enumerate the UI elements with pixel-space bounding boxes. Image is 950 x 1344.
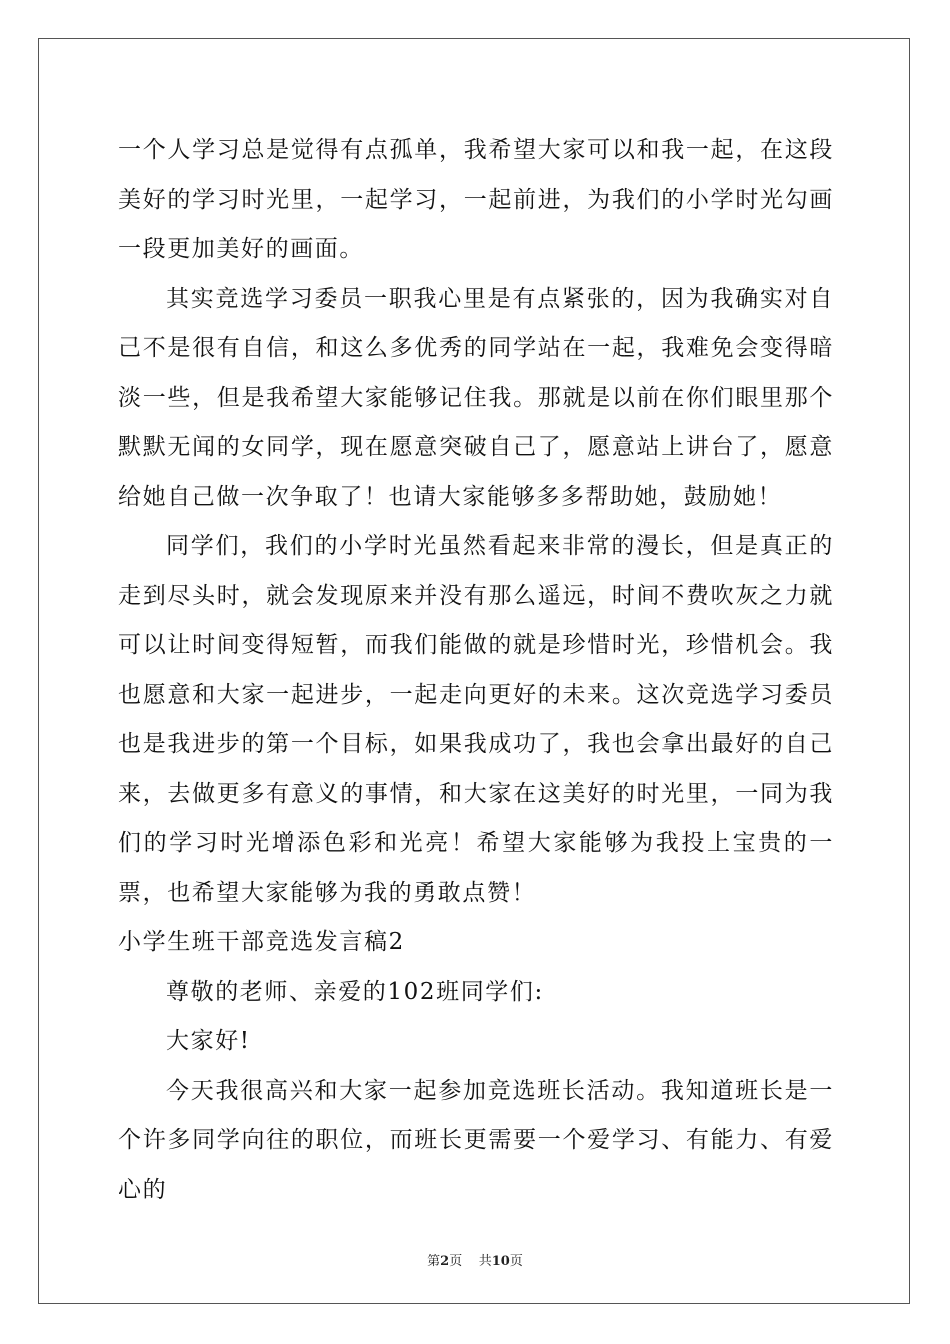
page-footer (0, 1250, 950, 1269)
paragraph-2: 其实竞选学习委员一职我心里是有点紧张的，因为我确实对自己不是很有自信，和这么多优秀的同学站在一起，我难免会变得暗淡一些，但是我希望大家能够记住我。那就是以前在你们眼里那个默默无闻的女同学，现在愿意突破自己了，愿意站上讲台了，愿意给她自己做一次争取了！也请大家能够多多帮助她，鼓励她！ (118, 285, 834, 510)
page-suffix: 页 (449, 1254, 463, 1269)
total-prefix: 共 (478, 1254, 492, 1269)
closing-paragraph: 今天我很高兴和大家一起参加竞选班长活动。我知道班长是一个许多同学向往的职位，而班长更需要一个爱学习、有能力、有爱心的 (118, 1077, 834, 1203)
salutation: 尊敬的老师、亲爱的102班同学们: (166, 978, 544, 1005)
greeting: 大家好! (166, 1028, 251, 1054)
document-body (118, 126, 834, 1215)
paragraph-3: 同学们，我们的小学时光虽然看起来非常的漫长，但是真正的走到尽头时，就会发现原来并没有那么遥远，时间不费吹灰之力就可以让时间变得短暂，而我们能做的就是珍惜时光，珍惜机会。我也愿意和大家一起进步，一起走向更好的未来。这次竞选学习委员也是我进步的第一个目标，如果我成功了，我也会拿出最好的自己来，去做更多有意义的事情，和大家在这美好的时光里，一同为我们的学习时光增添色彩和光亮！希望大家能够为我投上宝贵的一票，也希望大家能够为我的勇敢点赞！ (118, 533, 834, 906)
page-number: 2 (440, 1254, 450, 1269)
total-pages: 10 (491, 1254, 510, 1269)
total-suffix: 页 (509, 1254, 523, 1269)
paragraph-1: 一个人学习总是觉得有点孤单，我希望大家可以和我一起，在这段美好的学习时光里，一起学习，一起前进，为我们的小学时光勾画一段更加美好的画面。 (118, 137, 834, 262)
section-title: 小学生班干部竞选发言稿2 (118, 929, 405, 955)
page-prefix: 第 (427, 1254, 441, 1269)
